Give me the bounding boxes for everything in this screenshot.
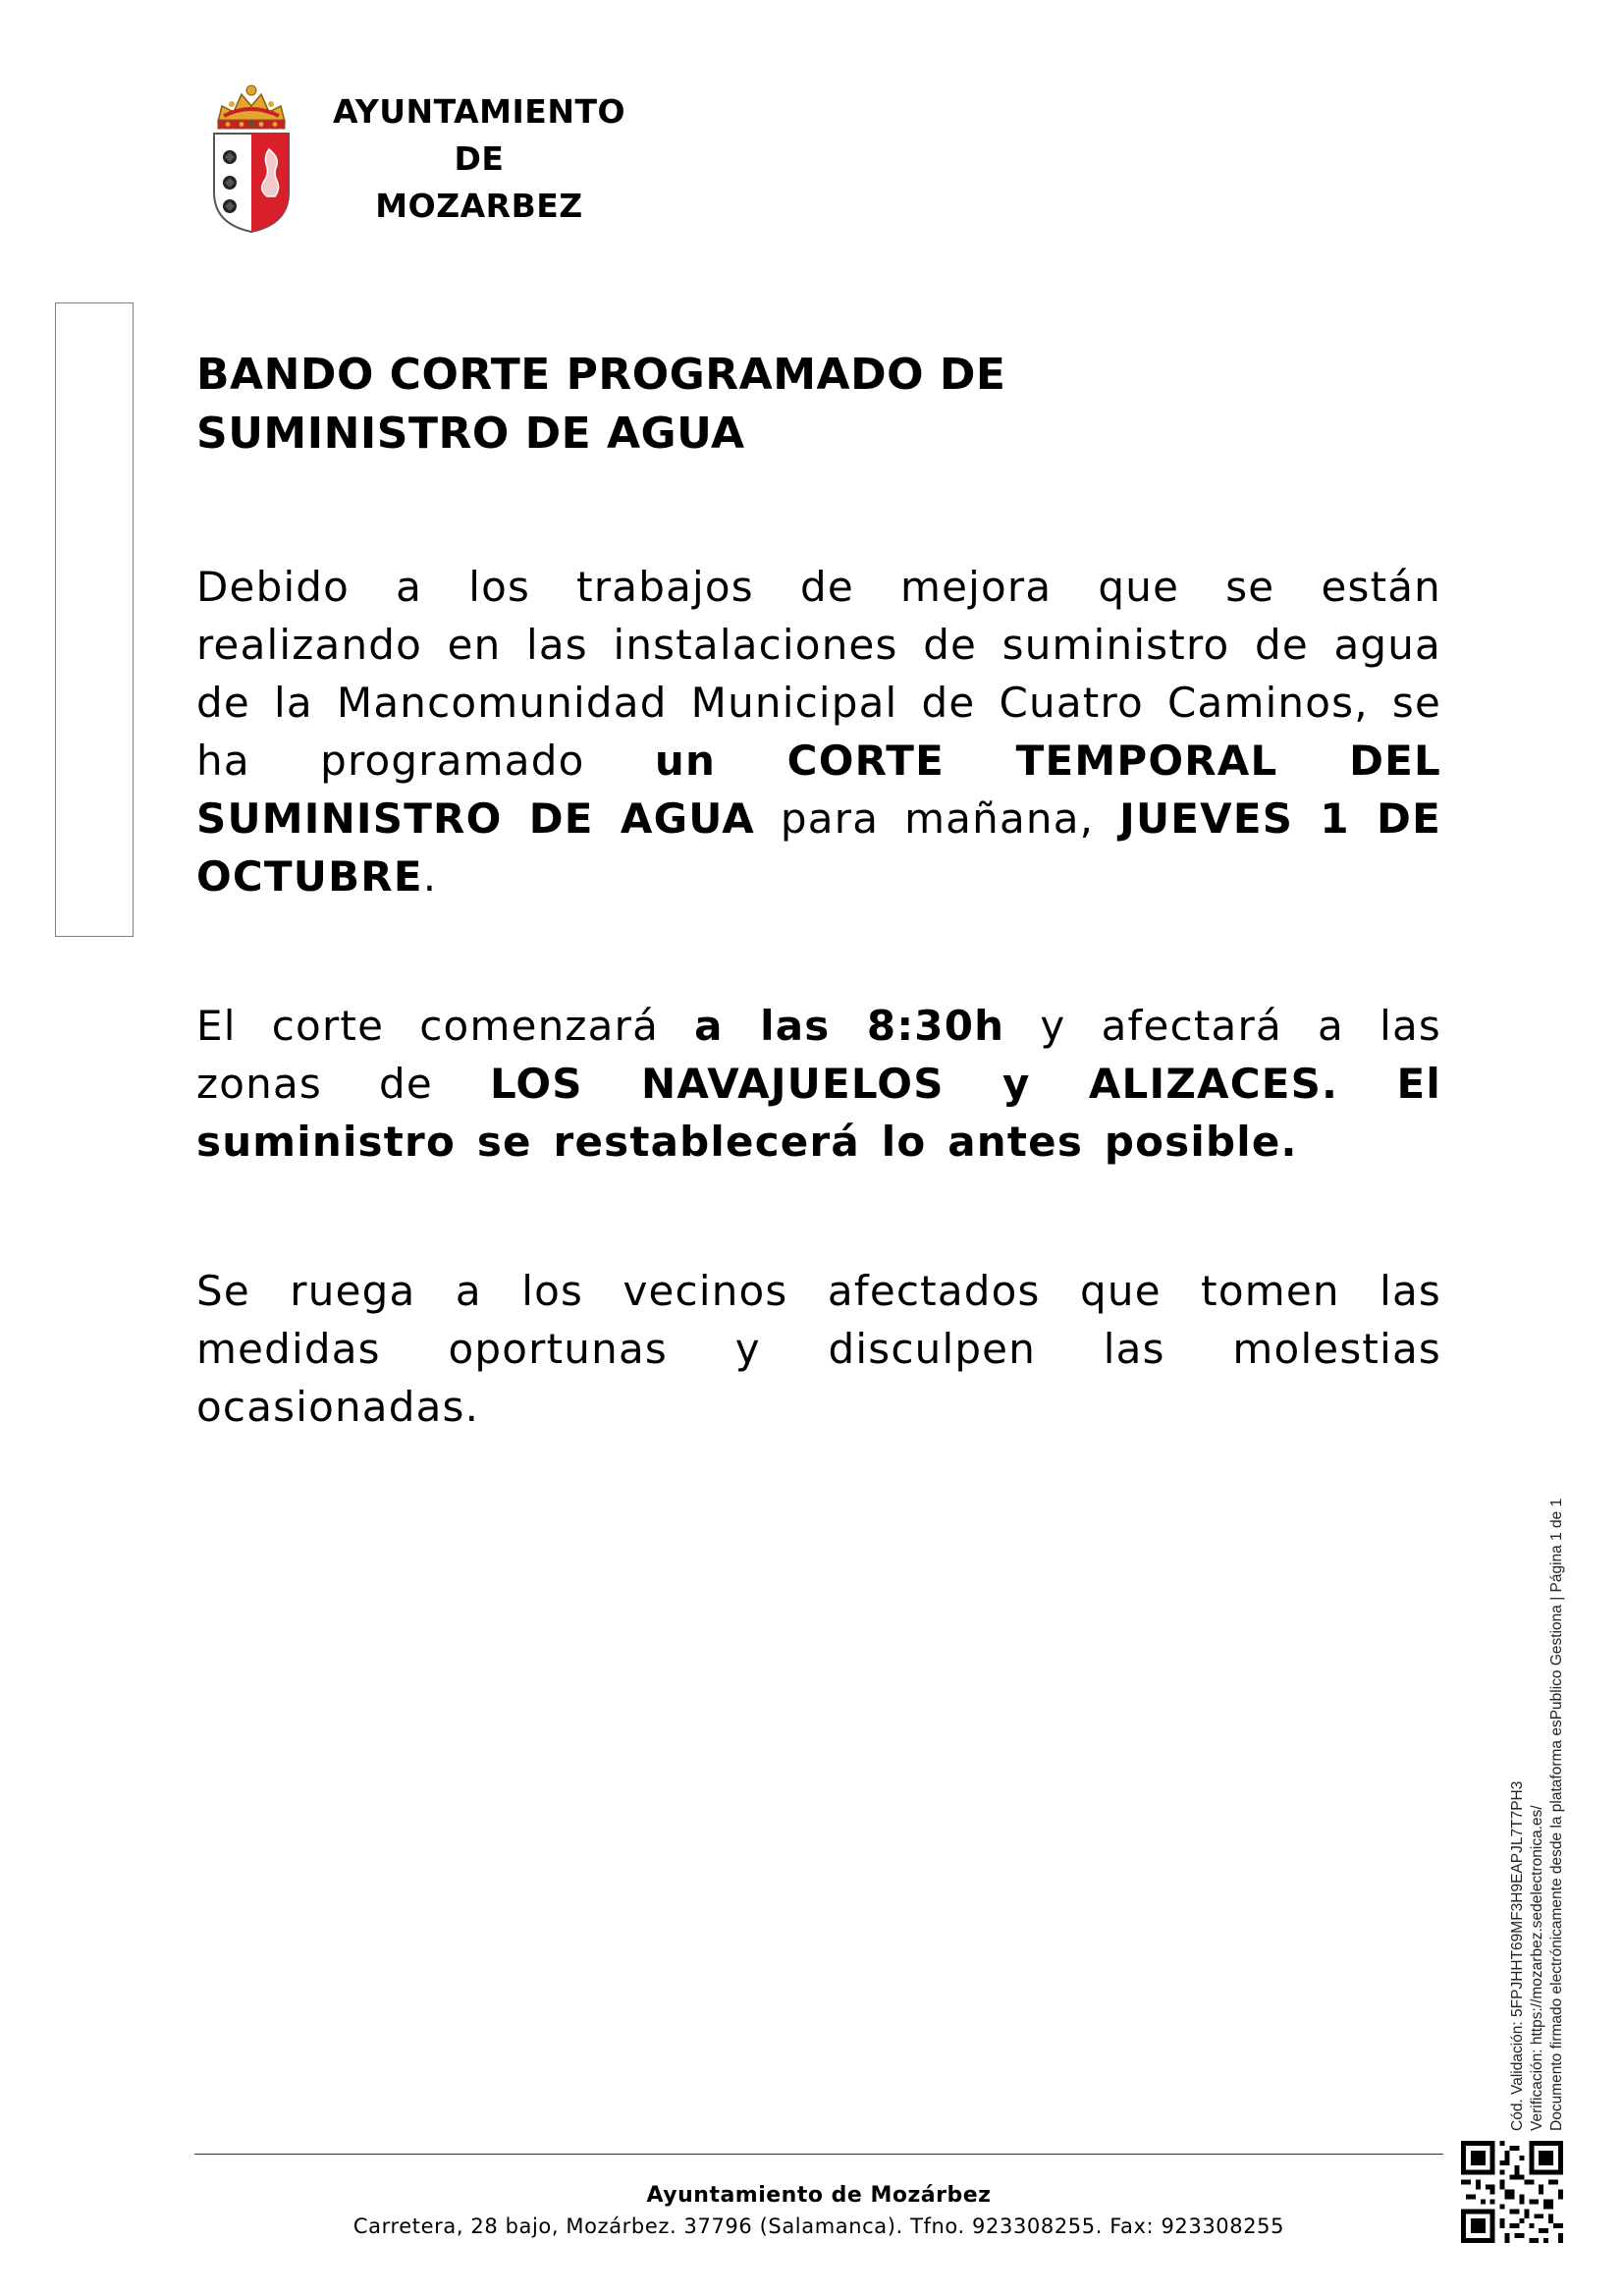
verification-sidebar <box>1508 1444 1569 2131</box>
verification-code: Cód. Validación: 5FPJHHT69MF3H9EAPJL7T7PH3 <box>1509 1780 1526 2131</box>
notice-title <box>196 346 1441 464</box>
paragraph-cut-details <box>196 997 1441 1171</box>
organization-name <box>312 88 646 230</box>
p2-intro: El corte comenzará <box>196 1002 695 1050</box>
registry-stamp-box <box>55 302 134 937</box>
coat-of-arms-icon <box>208 77 295 234</box>
qr-code-icon <box>1461 2141 1563 2243</box>
p1-bold-date: JUEVES 1 DE OCTUBRE <box>196 794 1441 901</box>
p2-mid: y afectará a las zonas de <box>196 1002 1442 1108</box>
org-name-line-3: MOZARBEZ <box>375 187 583 225</box>
footer-address: Carretera, 28 bajo, Mozárbez. 37796 (Salamanca). Tfno. 923308255. Fax: 923308255 <box>352 2214 1285 2238</box>
paragraph-cut-announcement <box>196 558 1441 905</box>
shield-icon <box>214 134 289 232</box>
footer-organization: Ayuntamiento de Mozárbez <box>646 2183 992 2208</box>
org-name-line-1: AYUNTAMIENTO <box>332 92 626 131</box>
signature-note: Documento firmado electrónicamente desde la plataforma esPublico Gestiona | Página 1 de 1 <box>1548 1498 1565 2131</box>
p2-bold-time: a las 8:30h <box>694 1002 1005 1050</box>
org-name-line-2: DE <box>454 139 505 178</box>
p1-bold-cut: un CORTE TEMPORAL DEL SUMINISTRO DE AGUA <box>196 737 1441 843</box>
notice-title-line-2: SUMINISTRO DE AGUA <box>196 409 745 459</box>
footer-divider <box>194 2154 1443 2155</box>
notice-body <box>196 346 1441 1436</box>
p1-end: . <box>422 852 438 901</box>
notice-title-line-1: BANDO CORTE PROGRAMADO DE <box>196 350 1006 400</box>
p1-mid: para mañana, <box>754 794 1120 843</box>
paragraph-request: Se ruega a los vecinos afectados que tomen las medidas oportunas y disculpen las molestias ocasionadas. <box>196 1267 1441 1431</box>
crown-icon <box>218 85 285 129</box>
p1-intro: Debido a los trabajos de mejora que se están realizando en las instalaciones de suministro de agua de la Mancomunidad Municipal de Cuatro Caminos, se ha programado <box>196 563 1441 785</box>
p2-bold-rest: LOS NAVAJUELOS y ALIZACES. El suministro se restablecerá lo antes posible. <box>196 1060 1441 1166</box>
verification-url: Verificación: https://mozarbez.sedelectronica.es/ <box>1529 1805 1545 2131</box>
